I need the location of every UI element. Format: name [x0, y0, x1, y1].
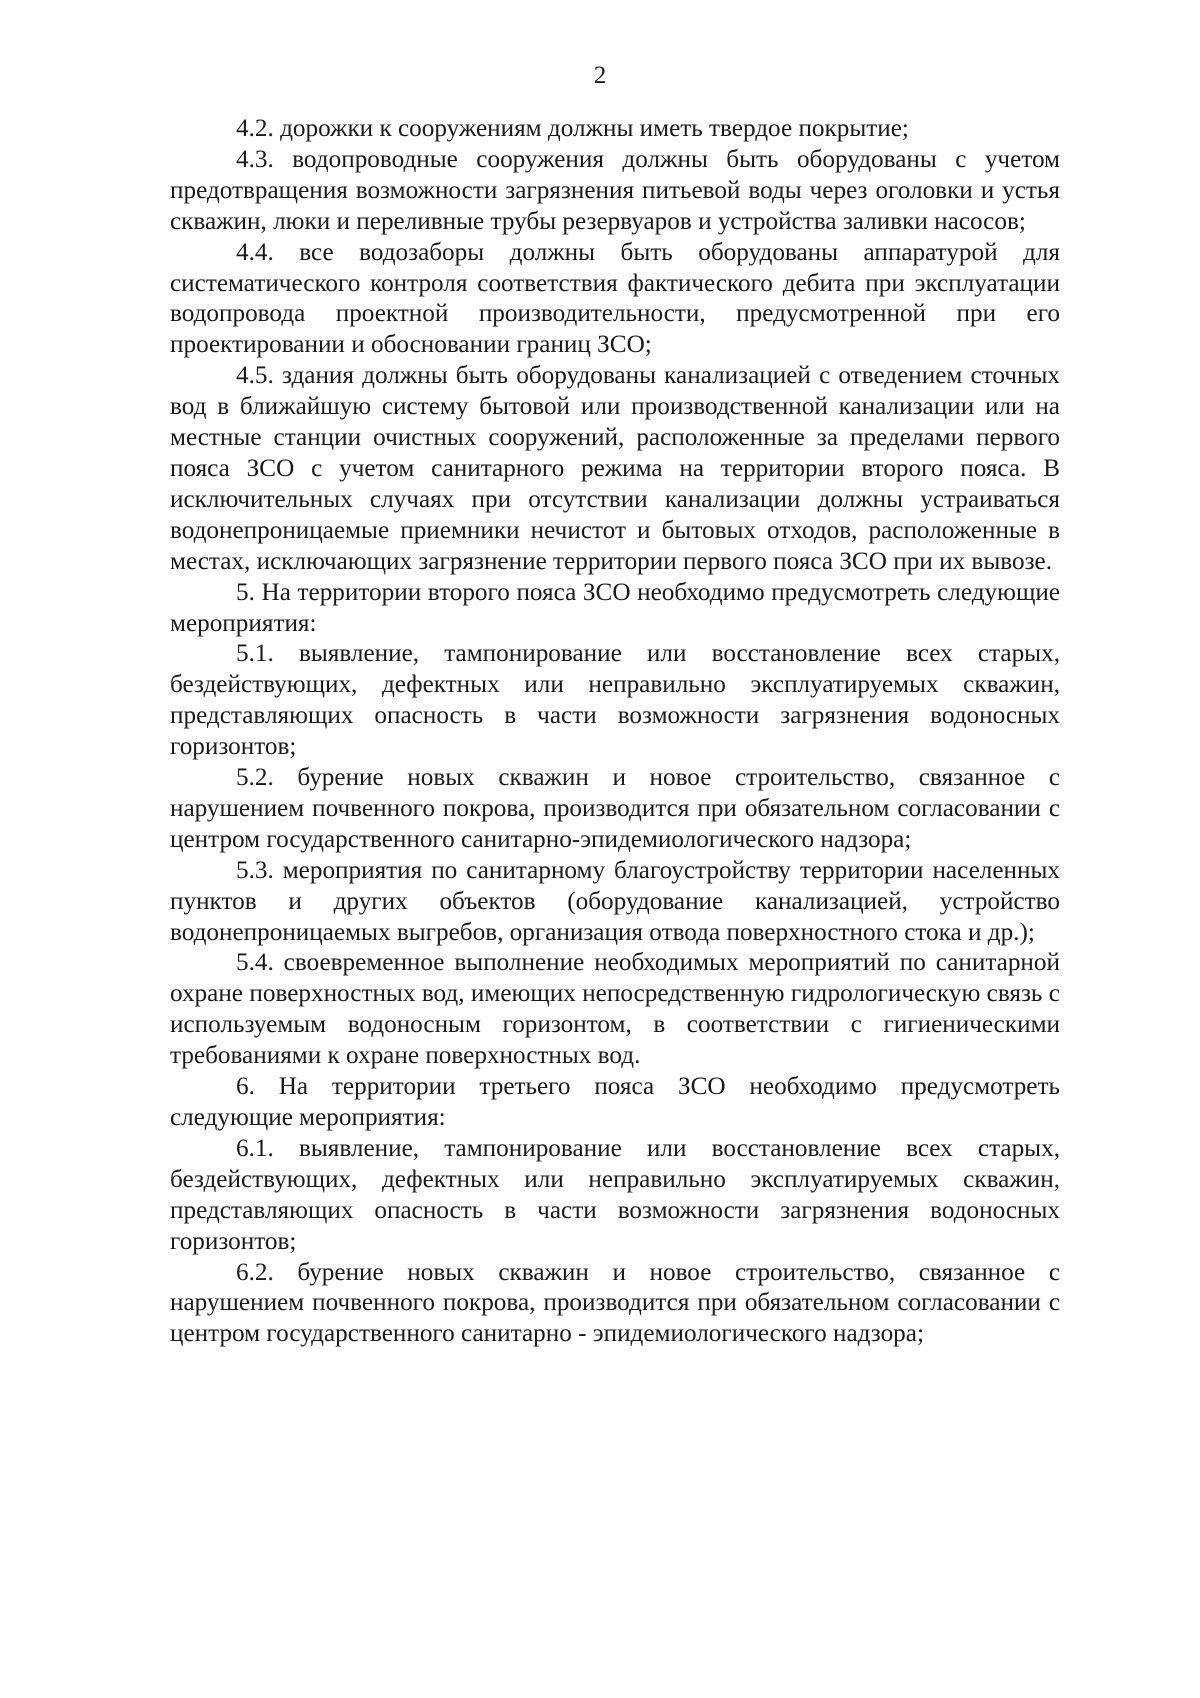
- paragraph-6: 6. На территории третьего пояса ЗСО необходимо предусмотреть следующие мероприятия:: [170, 1073, 1060, 1131]
- paragraph-4-5: 4.5. здания должны быть оборудованы канализацией с отведением сточных вод в ближайшую систему бытовой или производственной канализации или на местные станции очистных сооружений, расположенные за пределами первого пояса ЗСО с учетом санитарного режима на территории второго пояса. В исключительных случаях при отсутствии канализации должны устраиваться водонепроницаемые приемники нечистот и бытовых отходов, расположенные в местах, исключающих загрязнение территории первого пояса ЗСО при их вывозе.: [170, 362, 1060, 575]
- paragraph-5: 5. На территории второго пояса ЗСО необходимо предусмотреть следующие мероприятия:: [170, 578, 1060, 637]
- paragraph-4-4: 4.4. все водозаборы должны быть оборудованы аппаратурой для систематического контроля соответствия фактического дебита при эксплуатации водопровода проектной производительности, предусмотренной при его проектировании и обосновании границ ЗСО;: [170, 238, 1060, 359]
- paragraph-5-2: 5.2. бурение новых скважин и новое строительство, связанное с нарушением почвенного покрова, производится при обязательном согласовании с центром государственного санитарно-эпидемиологического надзора;: [170, 764, 1060, 853]
- paragraph-5-1: 5.1. выявление, тампонирование или восстановление всех старых, бездействующих, дефектных или неправильно эксплуатируемых скважин, представляющих опасность в части возможности загрязнения водоносных горизонтов;: [170, 640, 1060, 761]
- paragraph-6-2: 6.2. бурение новых скважин и новое строительство, связанное с нарушением почвенного покрова, производится при обязательном согласовании с центром государственного санитарно - эпидемиологического надзора;: [170, 1258, 1060, 1348]
- page-number: 2: [593, 62, 607, 89]
- paragraph-4-2: 4.2. дорожки к сооружениям должны иметь твердое покрытие;: [236, 115, 909, 142]
- paragraph-4-3: 4.3. водопроводные сооружения должны быть оборудованы с учетом предотвращения возможности загрязнения питьевой воды через оголовки и устья скважин, люки и переливные трубы резервуаров и устройства заливки насосов;: [170, 145, 1060, 235]
- paragraph-5-4: 5.4. своевременное выполнение необходимых мероприятий по санитарной охране поверхностных вод, имеющих непосредственную гидрологическую связь с используемым водоносным горизонтом, в соответствии с гигиеническими требованиями к охране поверхностных вод.: [170, 949, 1060, 1070]
- paragraph-5-3: 5.3. мероприятия по санитарному благоустройству территории населенных пунктов и других объектов (оборудование канализацией, устройство водонепроницаемых выгребов, организация отвода поверхностного стока и др.);: [170, 856, 1060, 946]
- paragraph-6-1: 6.1. выявление, тампонирование или восстановление всех старых, бездействующих, дефектных или неправильно эксплуатируемых скважин, представляющих опасность в части возможности загрязнения водоносных горизонтов;: [170, 1134, 1060, 1255]
- document-body: [170, 114, 1060, 1350]
